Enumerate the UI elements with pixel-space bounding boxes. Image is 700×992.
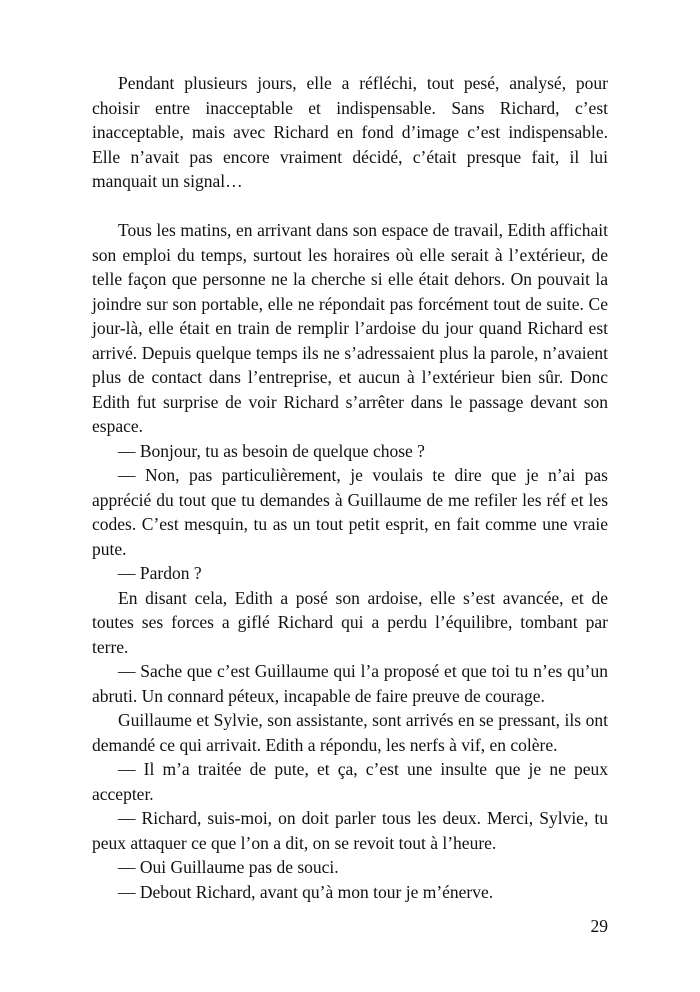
dialogue-line: — Bonjour, tu as besoin de quelque chose ?	[118, 440, 425, 461]
dialogue-line: — Oui Guillaume pas de souci.	[118, 857, 339, 877]
dialogue-line: — Sache que c’est Guillaume qui l’a proposé et que toi tu n’es qu’un abruti. Un connard péteux, incapable de faire preuve de courage.	[92, 661, 608, 706]
section-break	[92, 194, 608, 219]
paragraph: Pendant plusieurs jours, elle a réfléchi, tout pesé, analysé, pour choisir entre inacceptable et indispensable. Sans Richard, c’est inacceptable, mais avec Richard en fond d’image c’est indispensable. Elle n’avait pas encore vraiment décidé, c’était presque fait, il lui manquait un signal…	[92, 73, 608, 191]
page-body	[92, 71, 608, 904]
paragraph: Tous les matins, en arrivant dans son espace de travail, Edith affichait son emploi du temps, surtout les horaires où elle serait à l’extérieur, de telle façon que personne ne la cherche si elle était dehors. On pouvait la joindre sur son portable, elle ne répondait pas forcément tout de suite. Ce jour-là, elle était en train de remplir l’ardoise du jour quand Richard est arrivé. Depuis quelque temps ils ne s’adressaient plus la parole, n’avaient plus de contact dans l’entreprise, et aucun à l’extérieur bien sûr. Donc Edith fut surprise de voir Richard s’arrêter dans le passage devant son espace.	[92, 220, 608, 436]
dialogue-line: — Debout Richard, avant qu’à mon tour je m’énerve.	[118, 881, 494, 902]
page-number: 29	[590, 916, 608, 936]
dialogue-line: — Non, pas particulièrement, je voulais te dire que je n’ai pas apprécié du tout que tu demandes à Guillaume de me refiler les réf et les codes. C’est mesquin, tu as un tout petit esprit, en fait comme une vraie pute.	[92, 465, 608, 559]
paragraph: Guillaume et Sylvie, son assistante, sont arrivés en se pressant, ils ont demandé ce qui arrivait. Edith a répondu, les nerfs à vif, en colère.	[92, 710, 608, 755]
dialogue-line: — Richard, suis-moi, on doit parler tous les deux. Merci, Sylvie, tu peux attaquer ce que l’on a dit, on se revoit tout à l’heure.	[92, 808, 608, 853]
paragraph: En disant cela, Edith a posé son ardoise, elle s’est avancée, et de toutes ses forces a giflé Richard qui a perdu l’équilibre, tombant par terre.	[92, 587, 608, 657]
dialogue-line: — Il m’a traitée de pute, et ça, c’est une insulte que je ne peux accepter.	[92, 759, 608, 804]
dialogue-line: — Pardon ?	[118, 563, 202, 583]
